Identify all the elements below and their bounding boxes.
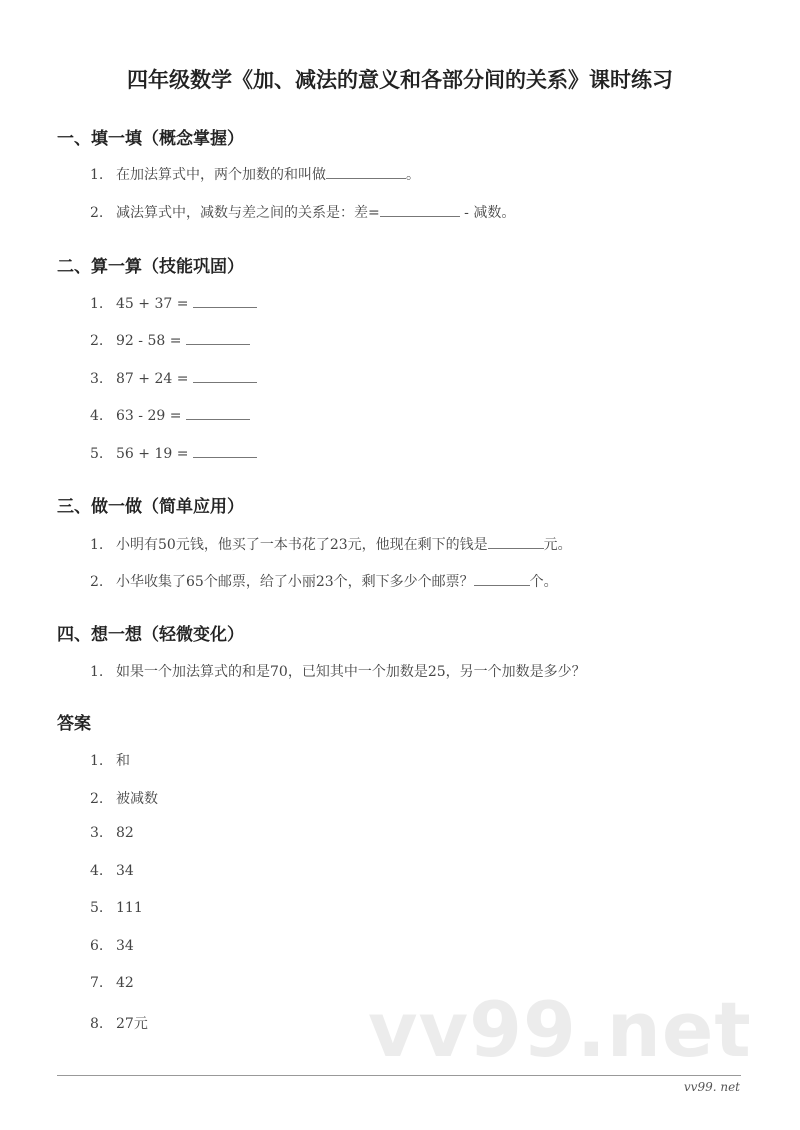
question-text: 45 + 37 = <box>116 296 193 312</box>
question-text: 减法算式中，减数与差之间的关系是：差= <box>116 205 380 221</box>
answer-number: 7. <box>90 975 104 991</box>
answer-blank <box>380 202 460 217</box>
footer-text: vv99. net <box>683 1080 740 1094</box>
watermark: vv99.net <box>368 985 752 1074</box>
question-number: 3. <box>90 371 104 387</box>
answer-blank <box>186 330 250 345</box>
answer-number: 4. <box>90 863 104 879</box>
answer-blank <box>474 571 530 586</box>
question-text: 63 - 29 = <box>116 408 186 424</box>
question-text: 在加法算式中，两个加数的和叫做 <box>116 167 326 183</box>
question-item <box>90 164 420 184</box>
answer-blank <box>193 368 257 383</box>
question-text-after: 。 <box>406 167 420 183</box>
question-text: 92 - 58 = <box>116 333 186 349</box>
question-number: 1. <box>90 664 104 680</box>
question-text: 87 + 24 = <box>116 371 193 387</box>
answer-text: 82 <box>116 825 134 841</box>
question-item <box>90 202 515 222</box>
question-item <box>90 661 586 681</box>
question-item <box>90 443 257 462</box>
section-heading: 四、想一想（轻微变化） <box>57 625 244 645</box>
answer-text: 和 <box>116 753 130 769</box>
question-text-after: 个。 <box>529 574 558 590</box>
question-item <box>90 293 257 312</box>
question-number: 1. <box>90 167 104 183</box>
question-number: 1. <box>90 537 104 553</box>
question-number: 2. <box>90 205 104 221</box>
question-number: 5. <box>90 446 104 462</box>
question-number: 2. <box>90 574 104 590</box>
footer-divider <box>57 1075 741 1076</box>
question-text: 小华收集了65个邮票，给了小丽23个，剩下多少个邮票？ <box>116 574 474 590</box>
answer-text: 27元 <box>116 1016 148 1032</box>
question-text: 如果一个加法算式的和是70，已知其中一个加数是25，另一个加数是多少？ <box>116 664 586 680</box>
answer-blank <box>193 443 257 458</box>
answer-blank <box>193 293 257 308</box>
answer-number: 3. <box>90 825 104 841</box>
answer-item <box>90 1013 148 1033</box>
answer-text: 被减数 <box>116 791 158 807</box>
question-text-after: 元。 <box>543 537 572 553</box>
answer-text: 111 <box>116 900 143 916</box>
answer-text: 42 <box>116 975 134 991</box>
question-item <box>90 405 250 424</box>
page-title: 四年级数学《加、减法的意义和各部分间的关系》课时练习 <box>127 67 673 92</box>
answer-item <box>90 975 134 991</box>
answer-text: 34 <box>116 938 134 954</box>
question-item <box>90 571 558 591</box>
answer-text: 34 <box>116 863 134 879</box>
question-item <box>90 330 250 349</box>
answer-item <box>90 863 134 879</box>
question-text-after: - 减数。 <box>459 205 516 221</box>
section-heading: 二、算一算（技能巩固） <box>57 257 244 277</box>
answer-blank <box>186 405 250 420</box>
answer-item <box>90 900 143 916</box>
question-item <box>90 534 572 554</box>
answer-item <box>90 788 158 808</box>
question-item <box>90 368 257 387</box>
answers-heading: 答案 <box>57 714 91 734</box>
section-heading: 一、填一填（概念掌握） <box>57 129 244 149</box>
answer-number: 5. <box>90 900 104 916</box>
question-number: 1. <box>90 296 104 312</box>
question-text: 小明有50元钱，他买了一本书花了23元，他现在剩下的钱是 <box>116 537 488 553</box>
answer-number: 8. <box>90 1016 104 1032</box>
answer-blank <box>488 534 544 549</box>
question-number: 2. <box>90 333 104 349</box>
question-number: 4. <box>90 408 104 424</box>
answer-blank <box>326 164 406 179</box>
question-text: 56 + 19 = <box>116 446 193 462</box>
answer-item <box>90 825 134 841</box>
answer-number: 2. <box>90 791 104 807</box>
answer-item <box>90 750 130 770</box>
answer-number: 6. <box>90 938 104 954</box>
answer-item <box>90 938 134 954</box>
section-heading: 三、做一做（简单应用） <box>57 497 244 517</box>
answer-number: 1. <box>90 753 104 769</box>
